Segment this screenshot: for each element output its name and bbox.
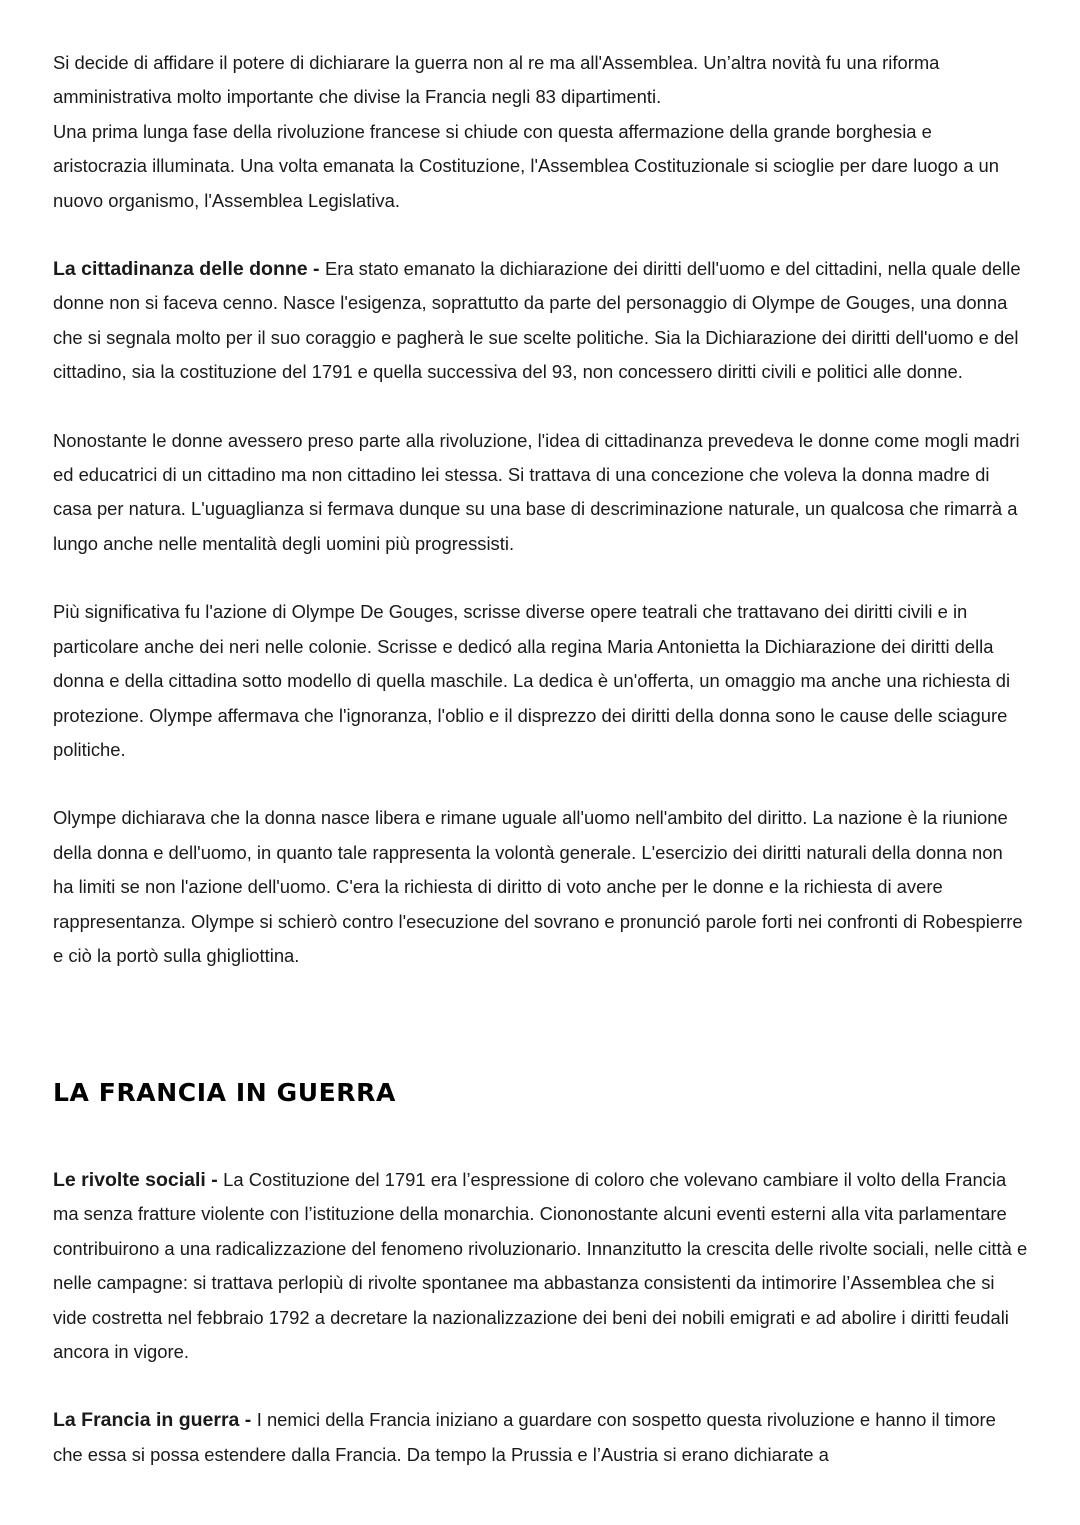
donne-heading: La cittadinanza delle donne - <box>53 258 325 281</box>
intro-paragraph-2: Una prima lunga fase della rivoluzione francese si chiude con questa affermazione della grande borghesia e aristocrazia illuminata. Una volta emanata la Costituzione, l'Assemblea Costituzionale si scioglie per dare luogo a un nuovo organismo, l'Assemblea Legislativa. <box>53 120 1000 211</box>
section-body <box>53 1163 1028 1472</box>
guerra-text: I nemici della Francia iniziano a guardare con sospetto questa rivoluzione e hanno il timore che essa si possa estendere dalla Francia. Da tempo la Prussia e l’Austria si erano dichiarate a <box>53 1409 996 1465</box>
section-title: LA FRANCIA IN GUERRA <box>53 1078 396 1107</box>
guerra-heading: La Francia in guerra - <box>53 1409 257 1432</box>
guerra-paragraph <box>53 1403 1028 1472</box>
donne-text-1: Era stato emanato la dichiarazione dei diritti dell'uomo e del cittadini, nella quale delle donne non si faceva cenno. Nasce l'esigenza, soprattutto da parte del personaggio di Olympe de Gouges, una donna che si segnala molto per il suo coraggio e pagherà le sue scelte politiche. Sia la Dichiarazione dei diritti dell'uomo e del cittadino, sia la costituzione del 1791 e quella successiva del 93, non concessero diritti civili e politici alle donne. <box>53 258 1021 383</box>
donne-paragraph-4: Olympe dichiarava che la donna nasce libera e rimane uguale all'uomo nell'ambito del diritto. La nazione è la riunione della donna e dell'uomo, in quanto tale rappresenta la volontà generale. L'esercizio dei diritti naturali della donna non ha limiti se non l'azione dell'uomo. C'era la richiesta di diritto di voto anche per le donne e la richiesta di avere rappresentanza. Olympe si schierò contro l'esecuzione del sovrano e pronunció parole forti nei confronti di Robespierre e ciò la portò sulla ghigliottina. <box>53 807 1023 966</box>
donne-paragraph-2: Nonostante le donne avessero preso parte alla rivoluzione, l'idea di cittadinanza prevedeva le donne come mogli madri ed educatrici di un cittadino ma non cittadino lei stessa. Si trattava di una concezione che voleva la donna madre di casa per natura. L'uguaglianza si fermava dunque su una base di descriminazione naturale, un qualcosa che rimarrà a lungo anche nelle mentalità degli uomini più progressisti. <box>53 429 1020 554</box>
rivolte-text: La Costituzione del 1791 era l’espressione di coloro che volevano cambiare il volto della Francia ma senza fratture violente con l’istituzione della monarchia. Ciononostante alcuni eventi esterni alla vita parlamentare contribuirono a una radicalizzazione del fenomeno rivoluzionario. Innanzitutto la crescita delle rivolte sociali, nelle città e nelle campagne: si trattava perlopiù di rivolte spontanee ma abbastanza consistenti da intimorire l’Assemblea che si vide costretta nel febbraio 1792 a decretare la nazionalizzazione dei beni dei nobili emigrati e ad abolire i diritti feudali ancora in vigore. <box>53 1169 1028 1363</box>
donne-paragraph-3: Più significativa fu l'azione di Olympe De Gouges, scrisse diverse opere teatrali che trattavano dei diritti civili e in particolare anche dei neri nelle colonie. Scrisse e dedicó alla regina Maria Antonietta la Dichiarazione dei diritti della donna e della cittadina sotto modello di quella maschile. La dedica è un'offerta, un omaggio ma anche una richiesta di protezione. Olympe affermava che l'ignoranza, l'oblio e il disprezzo dei diritti della donna sono le cause delle sciagure politiche. <box>53 601 1011 760</box>
intro-paragraph-1: Si decide di affidare il potere di dichiarare la guerra non al re ma all'Assemblea. Un’altra novità fu una riforma amministrativa molto importante che divise la Francia negli 83 dipartimenti. <box>53 52 940 108</box>
section-title-wrap <box>53 1076 396 1110</box>
donne-paragraph-1 <box>53 252 1028 390</box>
rivolte-heading: Le rivolte sociali - <box>53 1169 224 1191</box>
rivolte-paragraph <box>53 1163 1028 1369</box>
document-body <box>53 46 1028 973</box>
